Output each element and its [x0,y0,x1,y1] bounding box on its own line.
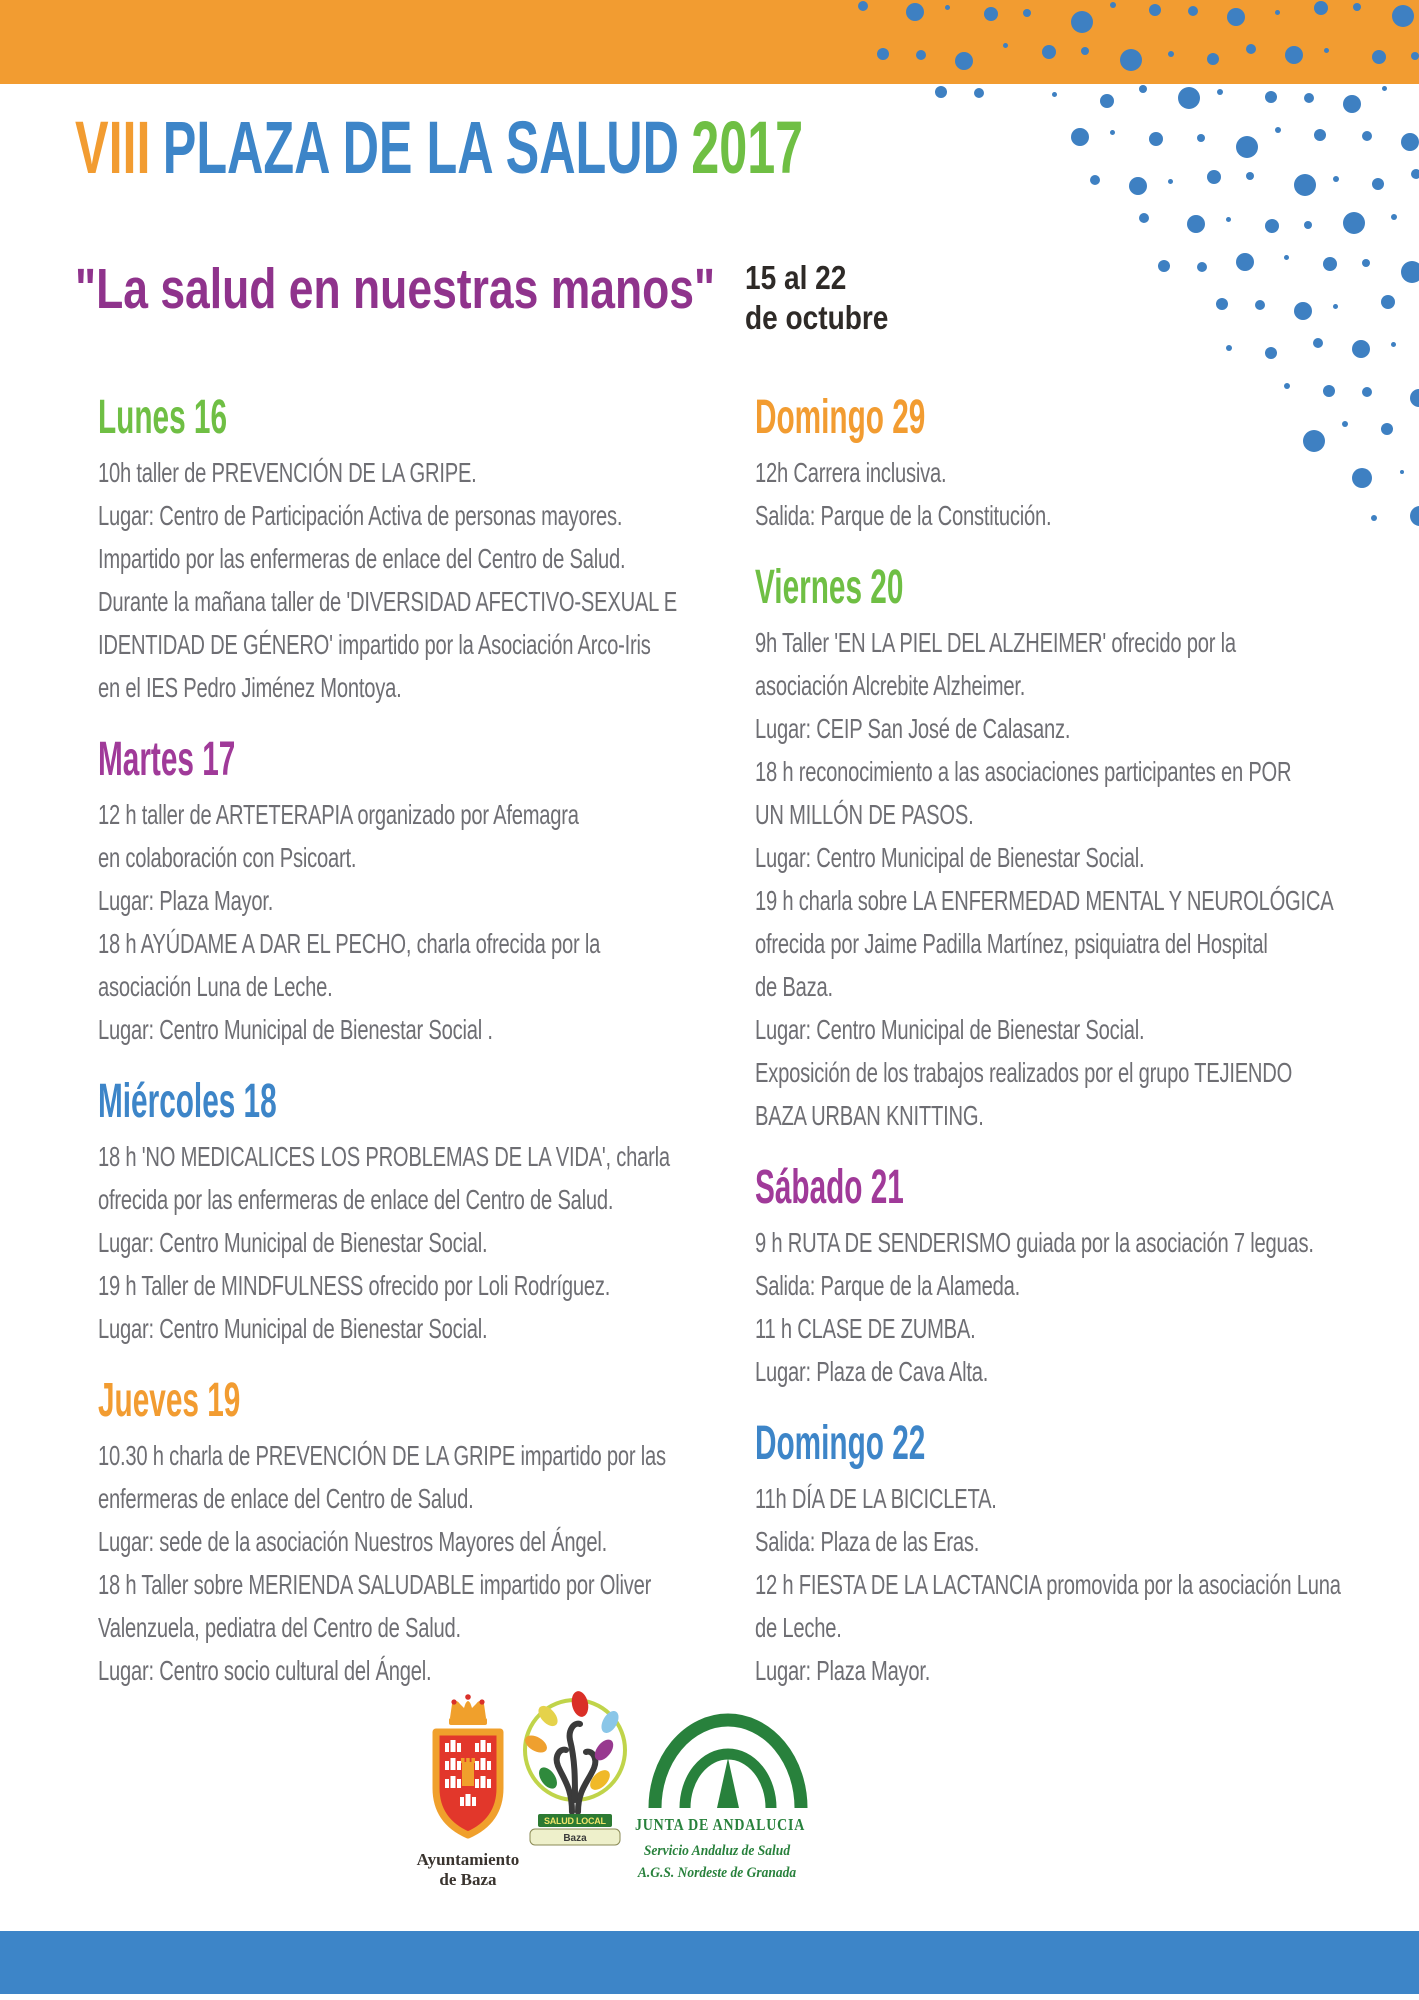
event-line: 18 h AYÚDAME A DAR EL PECHO, charla ofrecida por la [98,928,601,959]
decorative-dot [1304,221,1312,229]
decorative-dot [1313,338,1323,348]
date-range-days: 15 al 22 [745,259,847,296]
subtitle: "La salud en nuestras manos" [75,257,716,321]
decorative-dot [1294,174,1316,196]
event-line: en el IES Pedro Jiménez Montoya. [98,672,402,703]
event-line: Lugar: Centro Municipal de Bienestar Social. [755,1014,1145,1045]
decorative-dot [1187,215,1205,233]
decorative-dot [1381,295,1395,309]
decorative-dot [1158,260,1170,272]
event-line: UN MILLÓN DE PASOS. [755,799,974,830]
day-section [755,1417,1419,1692]
event-line: 11h DÍA DE LA BICICLETA. [755,1483,997,1514]
decorative-dot [1362,131,1372,141]
event-line: de Leche. [755,1612,842,1643]
decorative-dot [1255,300,1265,310]
decorative-dot [974,88,984,98]
ayuntamiento-caption-line1: Ayuntamiento [416,1850,520,1869]
junta-name: JUNTA DE ANDALUCIA [635,1815,806,1834]
decorative-dot [1284,255,1289,260]
decorative-dot [1314,129,1326,141]
decorative-dot [1372,178,1384,190]
event-line: 18 h 'NO MEDICALICES LOS PROBLEMAS DE LA VIDA', charla [98,1141,670,1172]
decorative-dot [1391,342,1396,347]
event-line: ofrecida por Jaime Padilla Martínez, psiquiatra del Hospital [755,928,1268,959]
event-line: 12 h FIESTA DE LA LACTANCIA promovida por la asociación Luna [755,1569,1341,1600]
decorative-dot [1207,170,1221,184]
decorative-dot [1294,302,1312,320]
event-line: Lugar: Centro de Participación Activa de personas mayores. [98,500,623,531]
event-line: 9 h RUTA DE SENDERISMO guiada por la asociación 7 leguas. [755,1227,1314,1258]
decorative-dot [1352,340,1370,358]
tree-pedestal [530,1814,620,1845]
day-title: Sábado 21 [755,1161,904,1214]
event-line: 12 h taller de ARTETERAPIA organizado por Afemagra [98,799,579,830]
event-line: IDENTIDAD DE GÉNERO' impartido por la Asociación Arco-Iris [98,629,651,660]
decorative-dot [1168,179,1173,184]
ayuntamiento-caption-line2: de Baza [439,1870,497,1889]
title-main: PLAZA DE LA SALUD [162,106,679,189]
event-line: 11 h CLASE DE ZUMBA. [755,1313,976,1344]
event-line: 19 h charla sobre LA ENFERMEDAD MENTAL Y NEUROLÓGICA [755,885,1334,916]
event-line: Exposición de los trabajos realizados por el grupo TEJIENDO [755,1057,1293,1088]
ayuntamiento-baza-crest-logo [418,1692,518,1852]
event-line: Valenzuela, pediatra del Centro de Salud. [98,1612,461,1643]
junta-service: Servicio Andaluz de Salud [643,1843,791,1859]
decorative-dot [1411,169,1419,179]
shield-icon [436,1732,500,1835]
decorative-dot [1110,130,1115,135]
decorative-dot [1226,345,1232,351]
day-title: Miércoles 18 [98,1075,277,1128]
decorative-dot [1236,253,1254,271]
decorative-dot [1275,127,1281,133]
decorative-dot [1362,259,1370,267]
decorative-dot [1246,172,1254,180]
event-line: 18 h Taller sobre MERIENDA SALUDABLE impartido por Oliver [98,1569,652,1600]
decorative-dot [1052,92,1057,97]
decorative-dot [1139,213,1149,223]
date-range-month: de octubre [745,299,889,336]
event-line: enfermeras de enlace del Centro de Salud. [98,1483,474,1514]
decorative-dot [1304,93,1314,103]
event-line: BAZA URBAN KNITTING. [755,1100,984,1131]
decorative-dot [1139,85,1147,93]
event-line: 10.30 h charla de PREVENCIÓN DE LA GRIPE impartido por las [98,1440,666,1471]
event-line: Salida: Plaza de las Eras. [755,1526,980,1557]
salud-local-baza-tree-logo [518,1688,633,1853]
decorative-dot [1217,89,1223,95]
day-title: Jueves 19 [98,1374,241,1427]
decorative-dot [1236,136,1258,158]
tower-icon [461,1758,475,1786]
decorative-dot [1333,176,1339,182]
decorative-dot [1401,133,1419,151]
page-title [75,108,803,188]
event-line: Lugar: Plaza de Cava Alta. [755,1356,989,1387]
event-line: Impartido por las enfermeras de enlace del Centro de Salud. [98,543,626,574]
event-line: Durante la mañana taller de 'DIVERSIDAD AFECTIVO-SEXUAL E [98,586,678,617]
decorative-dot [1100,94,1114,108]
decorative-dot [1343,95,1361,113]
decorative-dot [1226,217,1231,222]
decorative-dot [1333,304,1338,309]
event-line: Lugar: Centro socio cultural del Ángel. [98,1655,432,1686]
day-title: Domingo 22 [755,1417,926,1470]
decorative-dot [1382,86,1387,91]
event-line: Lugar: Centro Municipal de Bienestar Social. [755,842,1145,873]
event-line: ofrecida por las enfermeras de enlace del Centro de Salud. [98,1184,614,1215]
decorative-dot [1401,261,1419,283]
event-line: 19 h Taller de MINDFULNESS ofrecido por Loli Rodríguez. [98,1270,611,1301]
decorative-dot [1265,219,1279,233]
salud-local-label: SALUD LOCAL [544,1816,606,1826]
decorative-dot [1216,298,1228,310]
ayuntamiento-caption [408,1850,528,1890]
event-line: 9h Taller 'EN LA PIEL DEL ALZHEIMER' ofrecido por la [755,627,1236,658]
day-section [755,1161,1419,1393]
decorative-dot [935,86,947,98]
event-line: asociación Alcrebite Alzheimer. [755,670,1026,701]
title-edition: VIII [75,106,151,189]
crown-icon [449,1694,487,1725]
event-line: 10h taller de PREVENCIÓN DE LA GRIPE. [98,457,477,488]
day-section [755,561,1419,1137]
day-title: Lunes 16 [98,391,228,444]
decorative-dot [1343,212,1365,234]
event-line: Lugar: Plaza Mayor. [98,885,274,916]
decorative-dot [1071,128,1089,146]
top-orange-bar [0,0,1419,84]
junta-andalucia-arch-logo [648,1702,808,1814]
decorative-dot [1178,87,1200,109]
decorative-dot [1149,132,1163,146]
event-line: Lugar: Centro Municipal de Bienestar Social. [98,1227,488,1258]
event-line: Salida: Parque de la Constitución. [755,500,1052,531]
event-line: Lugar: CEIP San José de Calasanz. [755,713,1071,744]
decorative-dot [1391,214,1397,220]
day-title: Viernes 20 [755,561,904,614]
day-title: Domingo 29 [755,391,926,444]
event-line: Lugar: Plaza Mayor. [755,1655,931,1686]
decorative-dot [1197,262,1207,272]
decorative-dot [1197,134,1205,142]
event-line: Salida: Parque de la Alameda. [755,1270,1020,1301]
decorative-dot [1265,91,1277,103]
title-year: 2017 [691,106,804,189]
date-range [745,258,888,338]
junta-area: A.G.S. Nordeste de Granada [637,1865,797,1881]
event-line: de Baza. [755,971,833,1002]
decorative-dot [1090,175,1100,185]
event-line: Lugar: sede de la asociación Nuestros Mayores del Ángel. [98,1526,608,1557]
day-title: Martes 17 [98,733,236,786]
event-line: 18 h reconocimiento a las asociaciones participantes en POR [755,756,1292,787]
decorative-dot [1129,177,1147,195]
event-line: asociación Luna de Leche. [98,971,333,1002]
schedule-column-right [755,391,1419,1720]
bottom-blue-bar [0,1931,1419,1994]
salud-local-baza-label: Baza [563,1833,587,1844]
decorative-dot [1284,383,1290,389]
decorative-dot [1265,347,1277,359]
event-line: en colaboración con Psicoart. [98,842,357,873]
decorative-dot [1323,257,1337,271]
event-line: Lugar: Centro Municipal de Bienestar Social . [98,1014,493,1045]
day-section [755,391,1419,537]
event-line: Lugar: Centro Municipal de Bienestar Social. [98,1313,488,1344]
event-line: 12h Carrera inclusiva. [755,457,947,488]
